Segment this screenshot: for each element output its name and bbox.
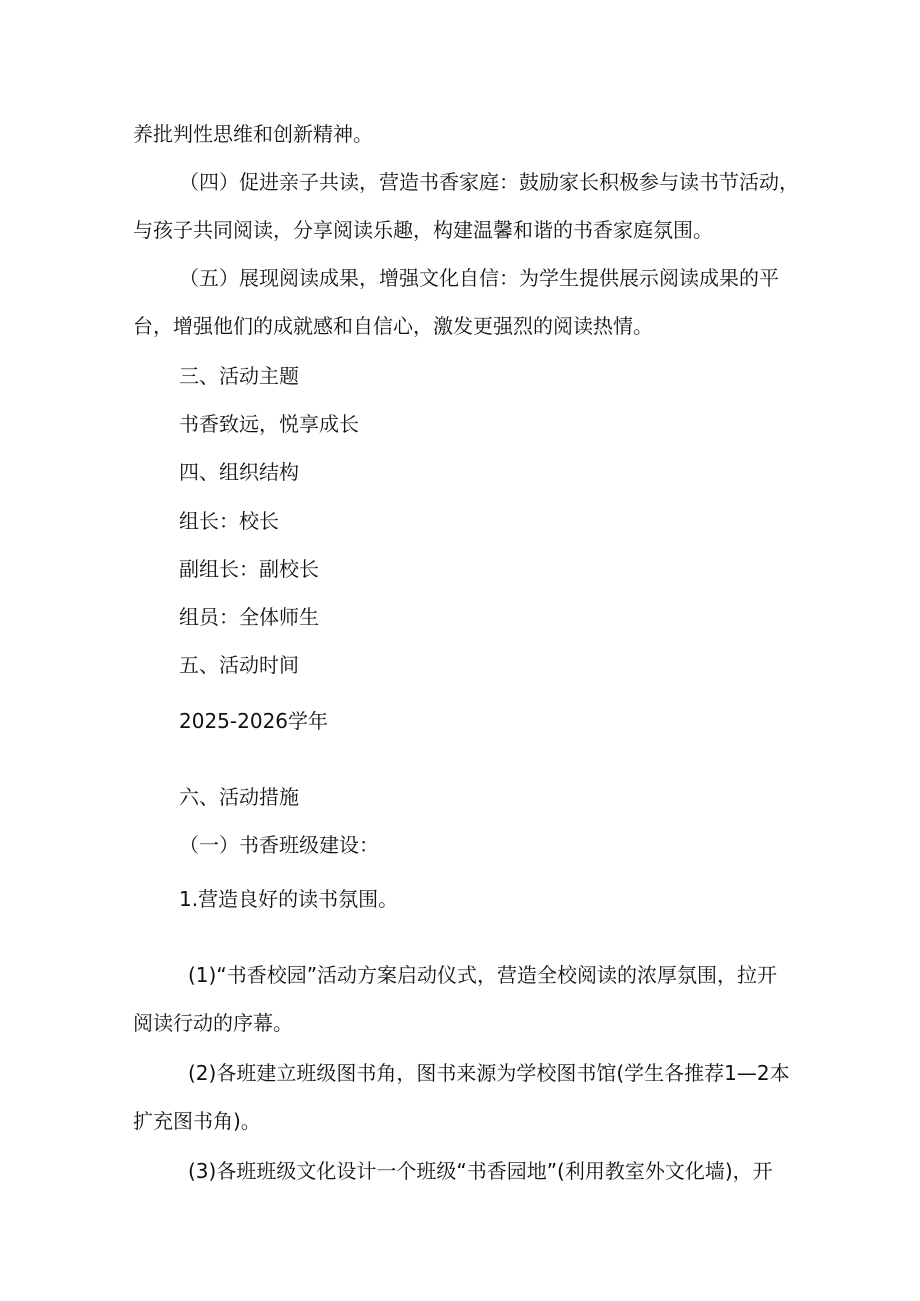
paragraph-line: (2)各班建立班级图书角，图书来源为学校图书馆(学生各推荐1—2本 (188, 1061, 790, 1085)
paragraph-line: 副组长：副校长 (179, 557, 319, 581)
paragraph-line: 与孩子共同阅读，分享阅读乐趣，构建温馨和谐的书香家庭氛围。 (133, 218, 713, 242)
subsection-heading: （一）书香班级建设： (179, 833, 379, 857)
paragraph-line: 扩充图书角)。 (133, 1109, 261, 1133)
paragraph-line: (3)各班班级文化设计一个班级“书香园地”(利用教室外文化墙)，开 (188, 1159, 773, 1183)
section-heading: 六、活动措施 (179, 785, 299, 809)
paragraph-line: 组长：校长 (179, 509, 279, 533)
paragraph-line: 台，增强他们的成就感和自信心，激发更强烈的阅读热情。 (133, 314, 653, 338)
paragraph-line: 书香致远，悦享成长 (179, 412, 359, 436)
paragraph-line: （四）促进亲子共读，营造书香家庭：鼓励家长积极参与读书节活动， (179, 170, 799, 194)
paragraph-line: 阅读行动的序幕。 (133, 1011, 293, 1035)
paragraph-line: 2025-2026学年 (179, 709, 329, 733)
paragraph-line: (1)“书香校园”活动方案启动仪式，营造全校阅读的浓厚氛围，拉开 (188, 963, 778, 987)
section-heading: 三、活动主题 (179, 364, 299, 388)
section-heading: 五、活动时间 (179, 653, 299, 677)
paragraph-line: 1.营造良好的读书氛围。 (179, 887, 399, 911)
paragraph-line: （五）展现阅读成果，增强文化自信：为学生提供展示阅读成果的平 (179, 266, 779, 290)
paragraph-line: 养批判性思维和创新精神。 (133, 122, 373, 146)
section-heading: 四、组织结构 (179, 460, 299, 484)
paragraph-line: 组员：全体师生 (179, 605, 319, 629)
